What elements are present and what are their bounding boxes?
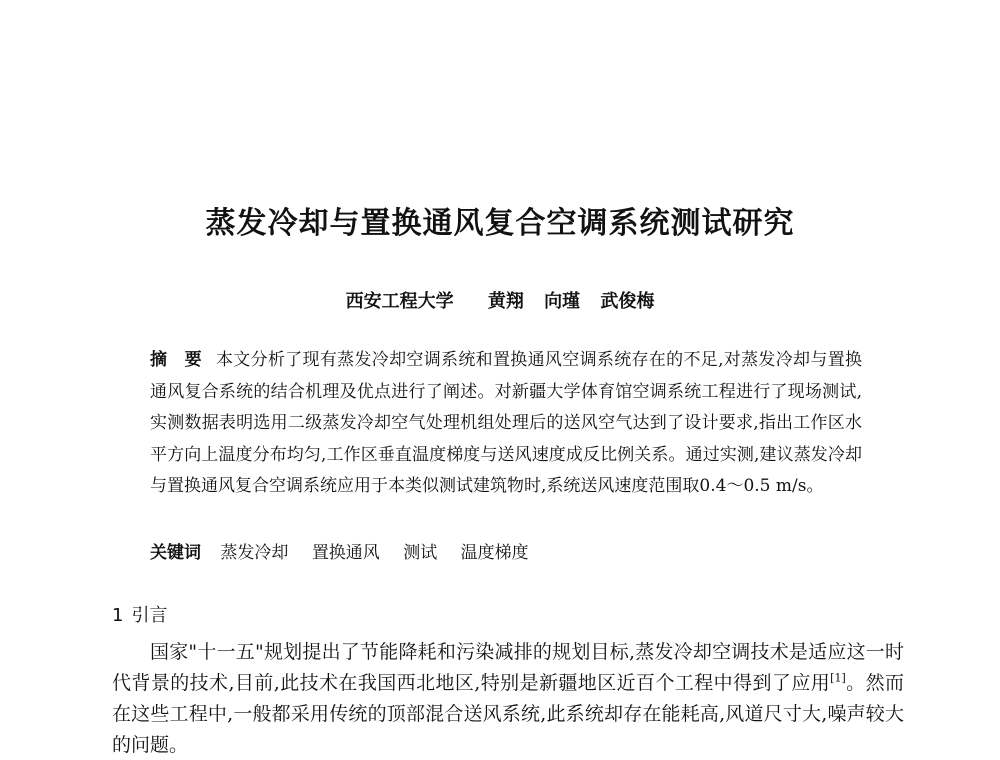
keyword: 测试 (403, 543, 438, 563)
author-name: 黄翔 (487, 291, 524, 312)
author-name: 武俊梅 (600, 291, 655, 312)
keyword: 蒸发冷却 (220, 543, 289, 563)
citation-ref[interactable]: [1] (830, 671, 846, 685)
affiliation: 西安工程大学 (345, 291, 454, 312)
author-line (0, 287, 1000, 313)
section-paragraph (112, 637, 904, 760)
abstract-label: 摘 要 (150, 350, 202, 370)
author-name: 向瑾 (544, 291, 581, 312)
abstract (150, 345, 862, 503)
keyword: 置换通风 (311, 543, 380, 563)
paragraph-text: 国家"十一五"规划提出了节能降耗和污染减排的规划目标,蒸发冷却空调技术是适应这一时代背景的技术,目前,此技术在我国西北地区,特别是新疆地区近百个工程中得到了应用 (112, 641, 904, 694)
section-heading (112, 601, 167, 627)
paper-title: 蒸发冷却与置换通风复合空调系统测试研究 (205, 206, 795, 241)
paragraph-text: 。然而在这些工程中,一般都采用传统的顶部混合送风系统,此系统却存在能耗高,风道尺寸大,噪声较大的问题。 (112, 672, 904, 756)
keywords (150, 538, 862, 563)
abstract-text: 本文分析了现有蒸发冷却空调系统和置换通风空调系统存在的不足,对蒸发冷却与置换通风复合系统的结合机理及优点进行了阐述。对新疆大学体育馆空调系统工程进行了现场测试,实测数据表明选用二级蒸发冷却空气处理机组处理后的送风空气达到了设计要求,指出工作区水平方向上温度分布均匀,工作区垂直温度梯度与送风速度成反比例关系。通过实测,建议蒸发冷却与置换通风复合空调系统应用于本类似测试建筑物时,系统送风速度范围取0.4～0.5 m/s。 (150, 350, 863, 496)
section-number: 1 (112, 605, 124, 626)
keyword: 温度梯度 (460, 543, 529, 563)
section-title: 引言 (131, 605, 168, 626)
keywords-label: 关键词 (150, 543, 201, 563)
